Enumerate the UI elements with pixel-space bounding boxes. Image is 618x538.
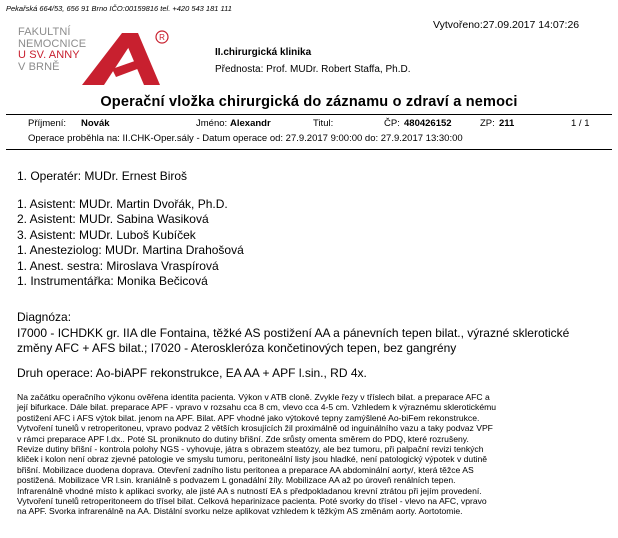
operation-place-date: Operace proběhla na: II.CHK-Oper.sály - Datum operace od: 27.9.2017 9:00:00 do: 27.9.2017 13:30:00	[28, 133, 463, 144]
staff-instrument-nurse: 1. Instrumentářka: Monika Bečicová	[17, 274, 208, 288]
logo-text	[18, 27, 86, 73]
patient-row	[6, 118, 612, 131]
operation-type: Druh operace: Ao-biAPF rekonstrukce, EA AA + APF l.sin., RD 4x.	[17, 366, 367, 380]
description-line: Vytvoření tunelů retroperitoneem do třísel bilat. Celková heparinizace pacienta. Poté svorky do třísel - vlevo na AFC, vpravo	[17, 496, 487, 507]
document-title: Operační vložka chirurgická do záznamu o zdraví a nemoci	[100, 94, 518, 110]
staff-assistant-2: 2. Asistent: MUDr. Sabina Wasiková	[17, 212, 209, 226]
head-label: Přednosta:	[215, 64, 264, 75]
description-line: Vytvoření tunelů v retroperitoneu, vpravo podvaz 2 větších krosujících žil proximálně od inguinálního vazu a taky podvaz VPF	[17, 423, 493, 434]
staff-anesthesiologist: 1. Anesteziolog: MUDr. Martina Drahošová	[17, 243, 244, 257]
patient-info-box	[6, 114, 612, 150]
logo-line-2: NEMOCNICE	[18, 37, 87, 50]
cp-value: 480426152	[404, 118, 452, 129]
page-number: 1 / 1	[571, 118, 590, 129]
cp-label: ČP:	[384, 118, 400, 129]
diagnosis-line-2: změny AFC + AFS bilat.; I7020 - Ateroskleróza končetinových tepen, bez gangrény	[17, 341, 457, 355]
logo-line-3: U SV. ANNY	[18, 49, 80, 61]
surname-value: Novák	[81, 118, 110, 129]
hospital-address: Pekařská 664/53, 656 91 Brno IČO:00159816 tel. +420 543 181 111	[6, 4, 232, 13]
head-of-clinic	[215, 64, 410, 75]
zp-value: 211	[499, 118, 515, 129]
zp-label: ZP:	[480, 118, 495, 129]
description-line: postižení AFC i AFS výtok bilat. jenom na APF. Bilat. APF vhodné jako výtokové tepny zamýšlené Ao-biFem rekonstrukce.	[17, 412, 480, 423]
description-line: v rámci preparace APF l.dx.. Poté SL proniknuto do dutiny břišní. Zde srůsty omenta směrem do PDQ, které rozrušeny.	[17, 433, 469, 444]
staff-assistant-1: 1. Asistent: MUDr. Martin Dvořák, Ph.D.	[17, 196, 228, 211]
description-line: Revize dutiny břišní - kontrola polohy NGS - vyhovuje, játra s obrazem steatózy, ale bez tumoru, při palpační revizi tenkých	[17, 444, 484, 455]
description-line: Infrarenálně vhodné místo k aplikaci svorky, ale jisté AA s nutností EA s předpokladanou krevní ztrátou při jejím provedení.	[17, 485, 482, 496]
surgical-team	[17, 169, 244, 290]
hospital-logo	[18, 27, 168, 87]
titul-label: Titul:	[313, 118, 334, 129]
diagnosis-line-1: I7000 - ICHDKK gr. IIA dle Fontaina, těžké AS postižení AA a pánevních tepen bilat., výrazné sklerotické	[17, 325, 570, 340]
created-timestamp: Vytvořeno:27.09.2017 14:07:26	[433, 19, 580, 31]
description-line: na APF. Svorka infrarenálně na AA. Distální svorku nelze aplikovat vzhledem k těžkým AS změnám aorty. Aortotomie.	[17, 506, 463, 517]
staff-operator: 1. Operatér: MUDr. Ernest Biroš	[17, 169, 188, 183]
description-line: břišní. Mobilizace duodena doprava. Otevření zadního listu peritonea a preparace AA abdominální aorty/, která těžce AS	[17, 464, 474, 475]
logo-line-1: FAKULTNÍ	[18, 26, 71, 38]
description-line: postižená. Mobilizace VR l.sin. kraniálně s podvazem L gonadální žíly. Mobilizace AA až po úroveň renálních tepen.	[17, 475, 456, 486]
staff-anest-nurse: 1. Anest. sestra: Miroslava Vraspírová	[17, 258, 219, 273]
staff-assistant-3: 3. Asistent: MUDr. Luboš Kubíček	[17, 227, 196, 242]
surname-label: Příjmení:	[28, 118, 67, 129]
name-label: Jméno:	[196, 118, 228, 129]
logo-line-4: V BRNĚ	[18, 60, 60, 73]
operation-description	[17, 392, 607, 517]
description-line: Na začátku operačního výkonu ověřena identita pacienta. Výkon v ATB cloně. Zvykle řezy v tříslech bilat. a preparace AFC a	[17, 392, 490, 402]
logo-mark-icon	[82, 29, 172, 85]
diagnosis-section	[17, 310, 617, 357]
description-line: kliček i kolon není obraz zjevné patologie ve smyslu tumoru, peritoneální listy jsou hladké, není patologický výpotek v dutině	[17, 454, 488, 465]
head-name: Prof. MUDr. Robert Staffa, Ph.D.	[266, 64, 411, 75]
diagnosis-label: Diagnóza:	[17, 310, 72, 324]
registered-mark: R	[159, 33, 165, 42]
clinic-name: II.chirurgická klinika	[215, 47, 312, 58]
name-value: Alexandr	[230, 118, 271, 129]
description-line: její bifurkace. Dále bilat. preparace APF - vpravo v rozsahu cca 8 cm, vlevo cca 4-5 cm. Vzhledem k výraznému sklerotickému	[17, 402, 497, 413]
